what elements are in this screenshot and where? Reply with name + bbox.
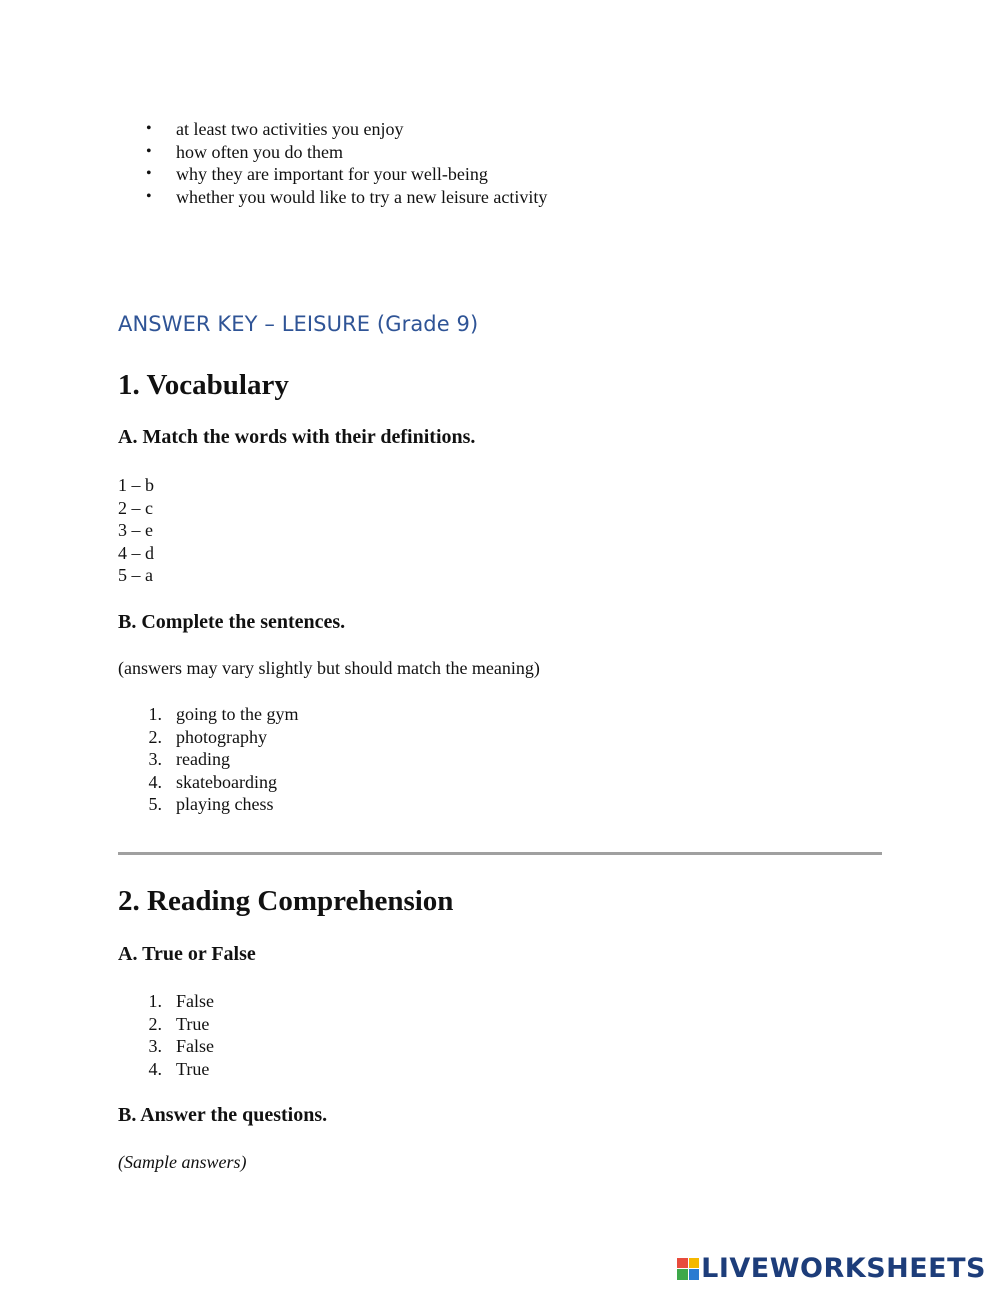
section-divider — [118, 852, 882, 855]
list-text: photography — [176, 726, 267, 747]
list-item: 4 – d — [118, 542, 154, 563]
list-item — [118, 771, 299, 794]
list-number: 1. — [148, 991, 162, 1011]
list-item — [118, 748, 299, 771]
list-number: 2. — [148, 726, 162, 747]
list-item: 3 – e — [118, 520, 153, 540]
list-item: 2 – c — [118, 497, 153, 518]
list-text: skateboarding — [176, 771, 277, 792]
list-text: going to the gym — [176, 704, 299, 724]
liveworksheets-logo — [677, 1253, 986, 1284]
subsection-title-true-false: A. True or False — [118, 943, 256, 965]
bullet-item: • at least two activities you enjoy — [118, 118, 547, 141]
match-answers-list — [118, 474, 154, 587]
list-number: 3. — [148, 749, 162, 769]
list-text: False — [176, 1036, 214, 1056]
logo-square-icon — [677, 1269, 688, 1280]
answers-vary-note: (answers may vary slightly but should match the meaning) — [118, 658, 540, 678]
brand-name: LIVEWORKSHEETS — [701, 1253, 986, 1284]
list-item — [118, 1035, 214, 1058]
subsection-title-match: A. Match the words with their definitions. — [118, 426, 476, 448]
answer-key-title: ANSWER KEY – LEISURE (Grade 9) — [118, 312, 479, 336]
list-number: 1. — [148, 704, 162, 724]
list-number: 2. — [148, 1013, 162, 1034]
complete-answers-list — [118, 703, 299, 816]
list-number: 3. — [148, 1036, 162, 1056]
section-title-vocabulary: 1. Vocabulary — [118, 369, 289, 401]
list-text: True — [176, 1013, 210, 1034]
list-number: 5. — [148, 794, 162, 814]
bullet-item: • why they are important for your well-being — [118, 163, 547, 186]
section-title-reading: 2. Reading Comprehension — [118, 885, 454, 917]
list-text: True — [176, 1058, 210, 1079]
list-text: playing chess — [176, 794, 274, 814]
list-item: 1 – b — [118, 475, 154, 495]
list-number: 4. — [148, 1058, 162, 1079]
list-text: False — [176, 991, 214, 1011]
bullet-item: • whether you would like to try a new leisure activity — [118, 186, 547, 209]
list-item — [118, 726, 299, 749]
list-item: 5 – a — [118, 565, 153, 585]
logo-square-icon — [689, 1269, 700, 1280]
brand-logo-icon — [677, 1258, 699, 1280]
list-number: 4. — [148, 771, 162, 792]
subsection-title-complete: B. Complete the sentences. — [118, 611, 346, 633]
true-false-answers-list — [118, 990, 214, 1080]
bullet-item: • how often you do them — [118, 141, 547, 164]
list-item — [118, 1058, 214, 1081]
logo-square-icon — [689, 1258, 700, 1269]
list-text: reading — [176, 749, 230, 769]
intro-bullet-list — [118, 118, 547, 208]
list-item — [118, 703, 299, 726]
list-item — [118, 793, 299, 816]
subsection-title-answer-questions: B. Answer the questions. — [118, 1104, 328, 1126]
logo-square-icon — [677, 1258, 688, 1269]
list-item — [118, 990, 214, 1013]
list-item — [118, 1013, 214, 1036]
sample-answers-note: (Sample answers) — [118, 1152, 247, 1172]
